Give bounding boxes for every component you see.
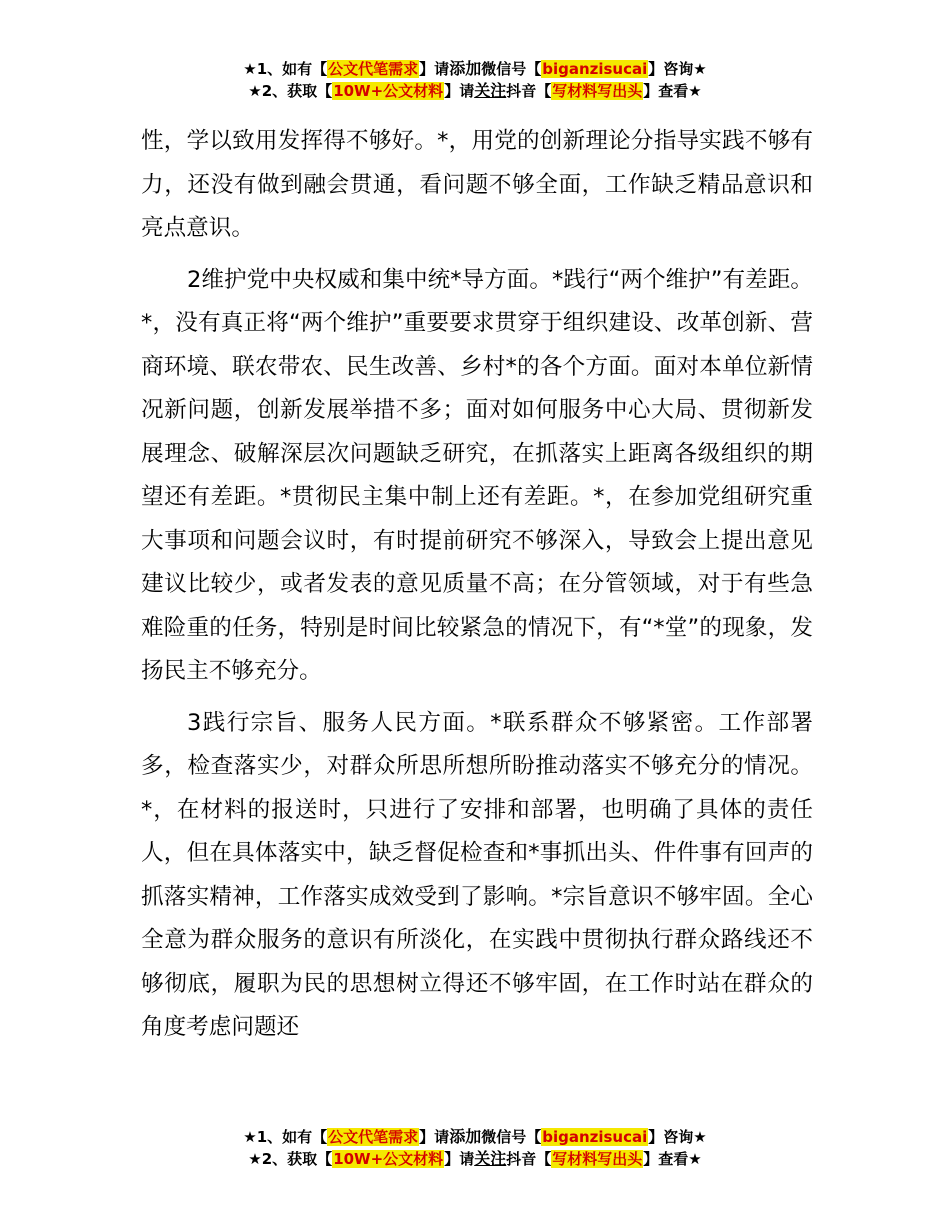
document-body (141, 120, 813, 1058)
footer-banner (0, 1126, 950, 1170)
highlight-materials: 10W+公文材料 (333, 82, 444, 100)
footer-banner-line-1: ★1、如有【公文代笔需求】请添加微信号【biganzisucai】咨询★ (243, 1127, 707, 1146)
footer-highlight-materials: 10W+公文材料 (333, 1150, 444, 1168)
highlight-douyin: 写材料写出头 (552, 82, 643, 100)
paragraph-3: 3践行宗旨、服务人民方面。*联系群众不够紧密。工作部署多，检查落实少，对群众所思所想所盼推动落实不够充分的情况。*，在材料的报送时，只进行了安排和部署，也明确了具体的责任人，但在具体落实中，缺乏督促检查和*事抓出头、件件事有回声的抓落实精神，工作落实成效受到了影响。*宗旨意识不够牢固。全心全意为群众服务的意识有所淡化，在实践中贯彻执行群众路线还不够彻底，履职为民的思想树立得还不够牢固，在工作时站在群众的角度考虑问题还 (141, 709, 813, 1040)
footer-highlight-douyin: 写材料写出头 (552, 1150, 643, 1168)
footer-highlight-service: 公文代笔需求 (328, 1128, 419, 1146)
banner-line-1: ★1、如有【公文代笔需求】请添加微信号【biganzisucai】咨询★ (243, 59, 707, 78)
paragraph-1: 性，学以致用发挥得不够好。*，用党的创新理论分指导实践不够有力，还没有做到融会贯通，看问题不够全面，工作缺乏精品意识和亮点意识。 (141, 128, 813, 241)
highlight-wechat-id: biganzisucai (542, 60, 648, 78)
highlight-service: 公文代笔需求 (328, 60, 419, 78)
footer-highlight-wechat-id: biganzisucai (542, 1128, 648, 1146)
footer-banner-line-2: ★2、获取【10W+公文材料】请关注抖音【写材料写出头】查看★ (248, 1149, 702, 1168)
header-banner (0, 58, 950, 102)
banner-line-2: ★2、获取【10W+公文材料】请关注抖音【写材料写出头】查看★ (248, 81, 702, 100)
paragraph-2: 2维护党中央权威和集中统*导方面。*践行“两个维护”有差距。*，没有真正将“两个维护”重要要求贯穿于组织建设、改革创新、营商环境、联农带农、民生改善、乡村*的各个方面。面对本单位新情况新问题，创新发展举措不多；面对如何服务中心大局、贯彻新发展理念、破解深层次问题缺乏研究，在抓落实上距离各级组织的期望还有差距。*贯彻民主集中制上还有差距。*，在参加党组研究重大事项和问题会议时，有时提前研究不够深入，导致会上提出意见建议比较少，或者发表的意见质量不高；在分管领域，对于有些急难险重的任务，特别是时间比较紧急的情况下，有“*堂”的现象，发扬民主不够充分。 (141, 266, 813, 684)
